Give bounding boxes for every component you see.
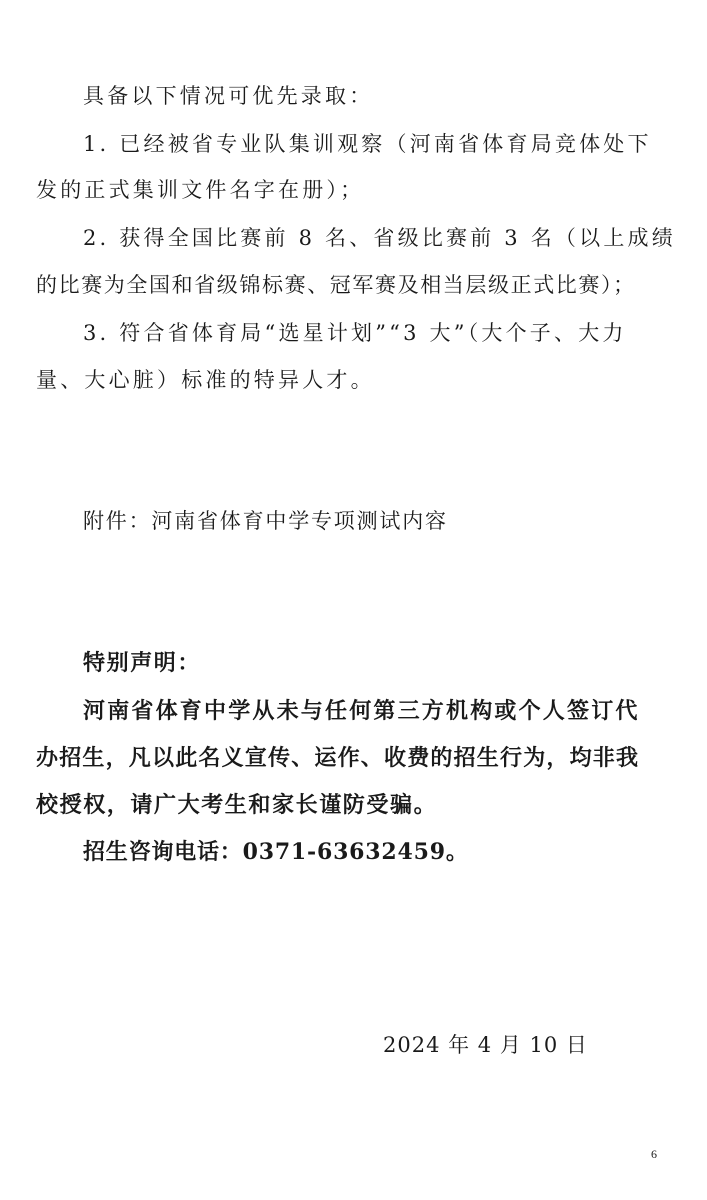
- priority-item-1-line-2: 发的正式集训文件名字在册）；: [36, 178, 365, 202]
- priority-item-2-line-2: 的比赛为全国和省级锦标赛、冠军赛及相当层级正式比赛）；: [36, 273, 636, 297]
- priority-item-3-line-2: 量、大心脏）标准的特异人才。: [36, 368, 375, 392]
- priority-item-2-line-1: 2. 获得全国比赛前 8 名、省级比赛前 3 名（以上成绩: [83, 226, 676, 250]
- priority-item-3-line-1: 3. 符合省体育局“选星计划”“3 大”（大个子、大力: [83, 321, 627, 345]
- document-date: 2024 年 4 月 10 日: [383, 1033, 588, 1057]
- attachment-note: 附件：河南省体育中学专项测试内容: [83, 509, 448, 533]
- page-number: 6: [651, 1147, 657, 1161]
- admission-phone: 招生咨询电话：0371-63632459。: [83, 839, 469, 865]
- statement-line-1: 河南省体育中学从未与任何第三方机构或个人签订代: [83, 698, 640, 724]
- priority-item-1-line-1: 1. 已经被省专业队集训观察（河南省体育局竞体处下: [83, 132, 652, 156]
- statement-line-2: 办招生，凡以此名义宣传、运作、收费的招生行为，均非我: [36, 745, 640, 771]
- statement-line-3: 校授权，请广大考生和家长谨防受骗。: [36, 792, 438, 818]
- priority-intro: 具备以下情况可优先录取：: [83, 84, 374, 108]
- statement-heading: 特别声明：: [83, 650, 202, 676]
